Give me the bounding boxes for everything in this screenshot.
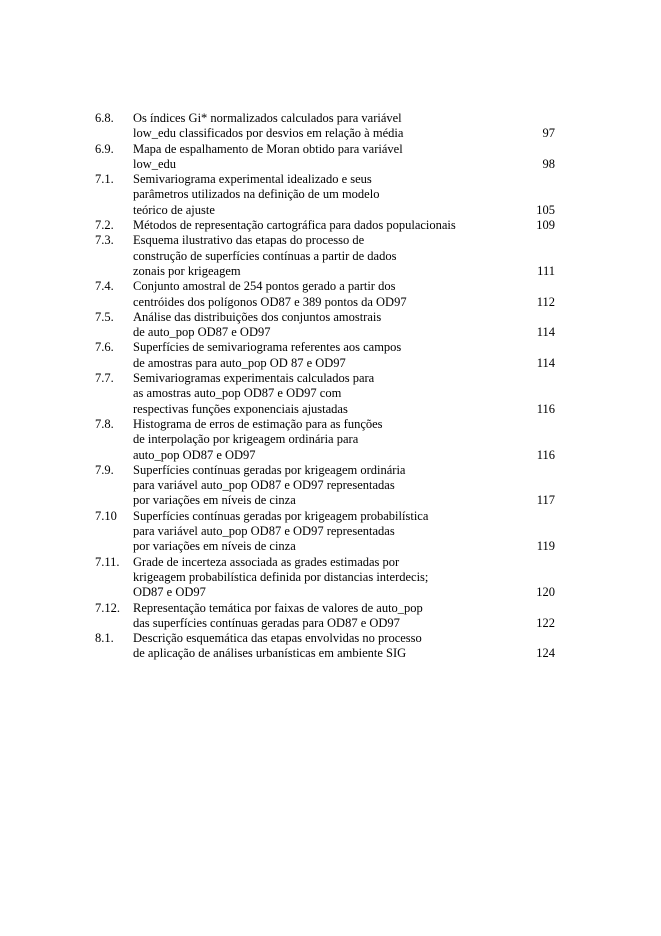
toc-entry: [95, 310, 555, 341]
figure-number: 7.7.: [95, 371, 114, 386]
caption-line: Superfícies contínuas geradas por krigeagem ordinária: [133, 462, 406, 477]
caption-line: Representação temática por faixas de valores de auto_pop: [133, 600, 423, 615]
caption-line: de auto_pop OD87 e OD97: [133, 325, 271, 340]
figure-number: 7.2.: [95, 218, 114, 233]
figure-caption: [133, 218, 513, 233]
caption-line: por variações em níveis de cinza: [133, 493, 296, 508]
page-number: 105: [536, 202, 555, 217]
figure-number: 7.5.: [95, 309, 114, 324]
figure-caption: [133, 463, 513, 509]
caption-line: Semivariograma experimental idealizado e seus: [133, 172, 372, 187]
toc-entry: [95, 218, 555, 233]
page-number: 111: [537, 263, 555, 278]
figure-caption: [133, 631, 513, 662]
page-number: 124: [536, 646, 555, 661]
figure-caption: [133, 279, 513, 310]
figure-number: 6.8.: [95, 111, 114, 125]
figure-number: 7.12.: [95, 600, 120, 615]
caption-line: auto_pop OD87 e OD97: [133, 447, 256, 462]
figure-caption: [133, 601, 513, 632]
caption-line: as amostras auto_pop OD87 e OD97 com: [133, 386, 342, 401]
caption-line: por variações em níveis de cinza: [133, 539, 296, 554]
toc-entry: [95, 142, 555, 173]
page-number: 120: [536, 585, 555, 600]
figure-number: 7.9.: [95, 462, 114, 477]
figure-caption: [133, 371, 513, 417]
caption-line: parâmetros utilizados na definição de um modelo: [133, 187, 380, 202]
page-number: 116: [536, 401, 555, 416]
caption-line: OD87 e OD97: [133, 585, 206, 600]
caption-line: das superfícies contínuas geradas para OD87 e OD97: [133, 615, 400, 630]
caption-line: Esquema ilustrativo das etapas do processo de: [133, 233, 365, 248]
caption-line: Conjunto amostral de 254 pontos gerado a partir dos: [133, 279, 396, 294]
figure-caption: [133, 111, 513, 142]
caption-line: para variável auto_pop OD87 e OD97 representadas: [133, 524, 395, 539]
page-number: 116: [536, 447, 555, 462]
caption-line: de aplicação de análises urbanísticas em ambiente SIG: [133, 646, 407, 661]
page-number: 97: [542, 126, 555, 141]
toc-entry: [95, 233, 555, 279]
figure-caption: [133, 233, 513, 279]
figure-number: 7.8.: [95, 416, 114, 431]
caption-line: respectivas funções exponenciais ajustadas: [133, 401, 348, 416]
page-number: 114: [536, 355, 555, 370]
figure-caption: [133, 310, 513, 341]
caption-line: de interpolação por krigeagem ordinária para: [133, 432, 359, 447]
caption-line: Superfícies contínuas geradas por krigeagem probabilística: [133, 508, 429, 523]
figure-number: 8.1.: [95, 631, 114, 646]
caption-line: Os índices Gi* normalizados calculados para variável: [133, 111, 402, 125]
figure-caption: [133, 142, 513, 173]
caption-line: Histograma de erros de estimação para as funções: [133, 416, 383, 431]
figure-number: 7.10: [95, 508, 117, 523]
caption-line: Métodos de representação cartográfica para dados populacionais: [133, 218, 456, 233]
page-number: 109: [536, 218, 555, 233]
page-number: 119: [536, 539, 555, 554]
toc-entry: [95, 601, 555, 632]
toc-entry: [95, 340, 555, 371]
caption-line: Mapa de espalhamento de Moran obtido para variável: [133, 141, 403, 156]
page-number: 98: [542, 156, 555, 171]
caption-line: Grade de incerteza associada as grades estimadas por: [133, 554, 400, 569]
toc-entry: [95, 417, 555, 463]
figure-number: 7.6.: [95, 340, 114, 355]
toc-entry: [95, 631, 555, 662]
caption-line: low_edu: [133, 156, 177, 171]
figure-number: 6.9.: [95, 141, 114, 156]
page-number: 112: [536, 294, 555, 309]
toc-entry: [95, 509, 555, 555]
figure-caption: [133, 509, 513, 555]
caption-line: Descrição esquemática das etapas envolvidas no processo: [133, 631, 422, 646]
caption-line: construção de superfícies contínuas a partir de dados: [133, 248, 397, 263]
caption-line: de amostras para auto_pop OD 87 e OD97: [133, 355, 346, 370]
figure-caption: [133, 417, 513, 463]
caption-line: centróides dos polígonos OD87 e 389 pontos da OD97: [133, 294, 407, 309]
figure-caption: [133, 172, 513, 218]
page-number: 122: [536, 615, 555, 630]
figure-caption: [133, 555, 513, 601]
toc-entry: [95, 111, 555, 142]
toc-entry: [95, 371, 555, 417]
caption-line: low_edu classificados por desvios em relação à média: [133, 126, 404, 141]
figure-caption: [133, 340, 513, 371]
page-number: 117: [536, 493, 555, 508]
caption-line: zonais por krigeagem: [133, 263, 241, 278]
caption-line: Superfícies de semivariograma referentes aos campos: [133, 340, 402, 355]
figure-number: 7.11.: [95, 554, 120, 569]
toc-entry: [95, 172, 555, 218]
page-number: 114: [536, 325, 555, 340]
figure-number: 7.1.: [95, 172, 114, 187]
caption-line: krigeagem probabilística definida por distancias interdecis;: [133, 569, 429, 584]
caption-line: para variável auto_pop OD87 e OD97 representadas: [133, 478, 395, 493]
toc-entry: [95, 555, 555, 601]
toc-entry: [95, 463, 555, 509]
figure-number: 7.4.: [95, 279, 114, 294]
figure-number: 7.3.: [95, 233, 114, 248]
list-of-figures: [95, 111, 555, 662]
caption-line: Semivariogramas experimentais calculados para: [133, 371, 375, 386]
caption-line: Análise das distribuições dos conjuntos amostrais: [133, 309, 382, 324]
toc-entry: [95, 279, 555, 310]
caption-line: teórico de ajuste: [133, 202, 215, 217]
